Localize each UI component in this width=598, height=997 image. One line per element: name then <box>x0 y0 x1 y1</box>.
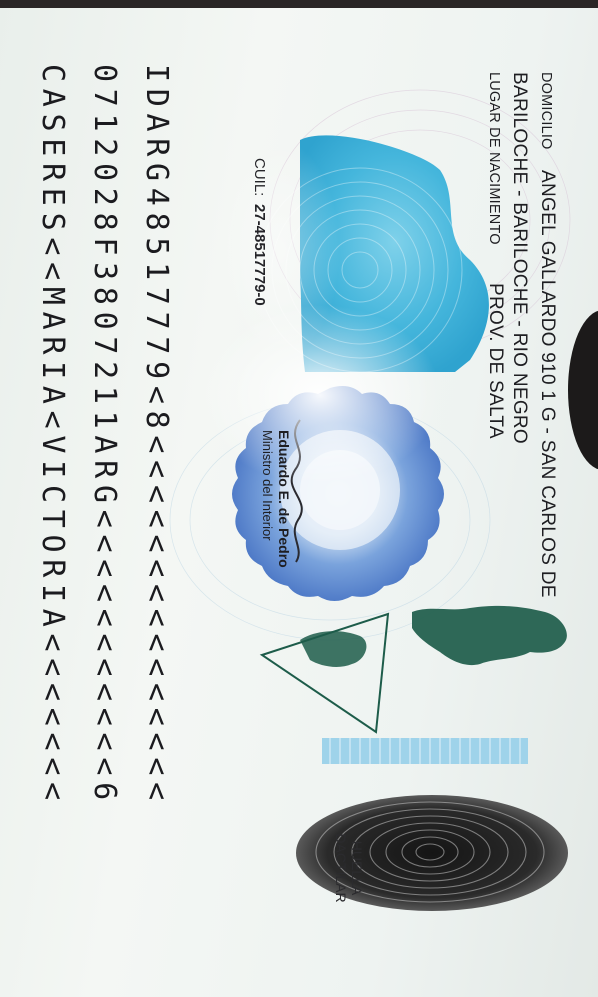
birthplace-label: LUGAR DE NACIMIENTO <box>486 72 502 245</box>
signatory-title: Ministro del Interior <box>260 430 275 541</box>
mrz-line-3: CASERES<<MARIA<VICTORIA<<<<<<< <box>35 64 70 807</box>
fingerprint-caption: HUELLA DACTILAR <box>333 833 365 903</box>
address-line-1: ANGEL GALLARDO 910 1 G - SAN CARLOS DE <box>537 170 558 598</box>
cuil-label: CUIL: <box>251 158 268 197</box>
signatory-name: Eduardo E. de Pedro <box>276 430 292 568</box>
mrz-line-1: IDARG48517779<8<<<<<<<<<<<<<<< <box>139 64 174 807</box>
address-line-2: BARILOCHE - BARILOCHE - RIO NEGRO <box>509 72 530 445</box>
cuil-value: 27-48517779-0 <box>251 204 268 306</box>
birthplace-value: PROV. DE SALTA <box>485 283 506 439</box>
address-label: DOMICILIO <box>538 72 554 150</box>
mrz-line-2: 0712028F3807211ARG<<<<<<<<<<<6 <box>87 64 122 807</box>
